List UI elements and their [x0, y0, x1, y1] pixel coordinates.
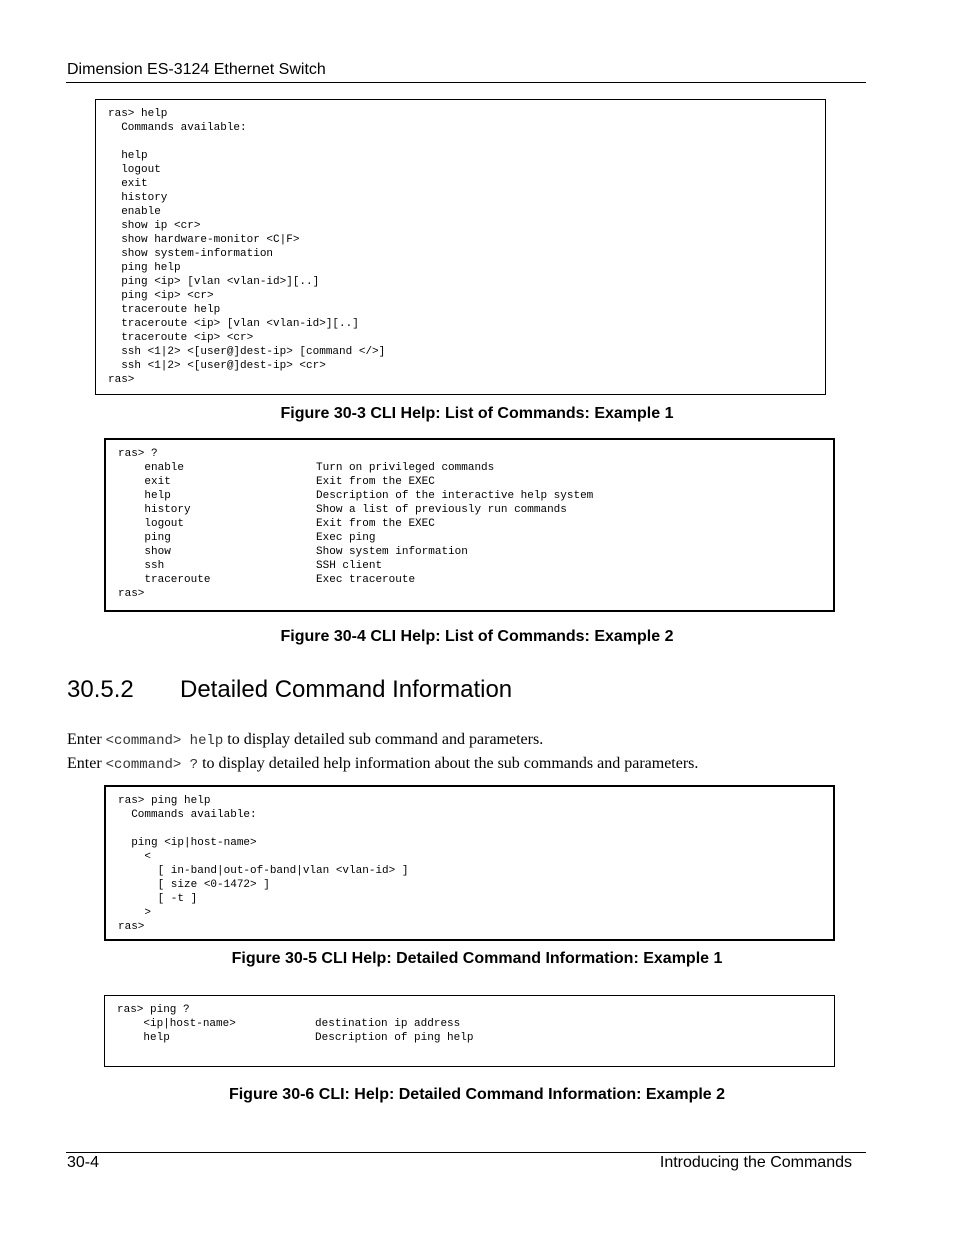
figure-caption: Figure 30-4 CLI Help: List of Commands: Example 2	[280, 628, 674, 645]
code-text: ras> ping help Commands available: ping <ip|host-name> < [ in-band|out-of-band|vlan <vlan-id> ] [ size <0-1472> ] [ -t ] > ras>	[118, 795, 409, 933]
code-text: ras> ? enable Turn on privileged commands exit Exit from the EXEC help Description of the interactive help system history Show a list of previously run commands logout Exit from the EXEC ping Exec ping show Show system information ssh SSH client traceroute Exec traceroute ras>	[118, 448, 594, 600]
figure-caption: Figure 30-6 CLI: Help: Detailed Command Information: Example 2	[228, 1086, 726, 1103]
code-block-figure-30-4	[104, 438, 835, 612]
header-rule	[66, 82, 866, 83]
code-block-figure-30-6	[104, 995, 835, 1067]
section-heading	[67, 676, 512, 704]
running-header-title: Dimension ES-3124 Ethernet Switch	[67, 61, 326, 78]
figure-caption: Figure 30-3 CLI Help: List of Commands: Example 1	[280, 405, 674, 422]
code-block-figure-30-5	[104, 785, 835, 941]
chapter-title: Introducing the Commands	[659, 1154, 852, 1171]
inline-code: <command> help	[105, 733, 224, 749]
figure-caption: Figure 30-5 CLI Help: Detailed Command Information: Example 1	[231, 950, 723, 967]
section-title: Detailed Command Information	[180, 676, 513, 703]
code-text: ras> ping ? <ip|host-name> destination ip address help Description of ping help	[117, 1004, 474, 1044]
page-number: 30-4	[67, 1154, 100, 1171]
inline-code: <command> ?	[105, 757, 199, 773]
footer-rule	[66, 1152, 866, 1153]
body-paragraph: Enter <command> help to display detailed sub command and parameters.	[67, 731, 544, 749]
code-block-figure-30-3	[95, 99, 826, 395]
body-paragraph: Enter <command> ? to display detailed help information about the sub commands and parameters.	[67, 755, 699, 773]
code-text: ras> help Commands available: help logout exit history enable show ip <cr> show hardware-monitor <C|F> show system-information ping help ping <ip> [vlan <vlan-id>][..] ping <ip> <cr> traceroute help traceroute <ip> [vlan <vlan-id>][..] traceroute <ip> <cr> ssh <1|2> <[user@]dest-ip> [command </>] ssh <1|2> <[user@]dest-ip> <cr> ras>	[108, 108, 386, 386]
section-number: 30.5.2	[67, 676, 134, 703]
